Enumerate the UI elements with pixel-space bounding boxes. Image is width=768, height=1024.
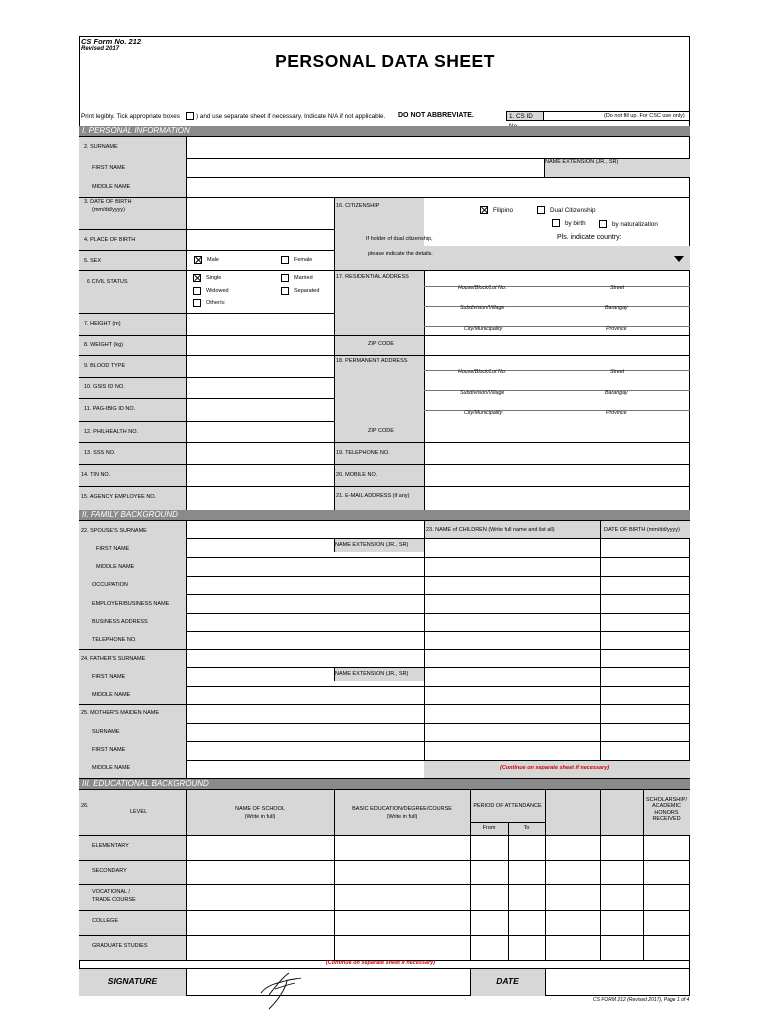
date-field[interactable]: [545, 968, 690, 996]
label-widowed: Widowed: [206, 288, 229, 294]
checkbox-dual-citizenship[interactable]: [537, 206, 545, 214]
caption-subdivision-res: Subdivision/Village: [460, 305, 505, 311]
checkbox-by-birth[interactable]: [552, 219, 560, 227]
label-father-name-ext: NAME EXTENSION (JR., SR): [335, 671, 409, 677]
dual-country-dropdown[interactable]: [424, 246, 690, 270]
label-residential-address: 17. RESIDENTIAL ADDRESS: [336, 274, 409, 280]
family-continue-note: (Continue on separate sheet if necessary): [500, 765, 610, 771]
label-vocational: VOCATIONAL /: [92, 889, 130, 895]
label-by-birth: by birth: [565, 220, 586, 227]
label-single: Single: [206, 275, 222, 281]
label-permanent-address: 18. PERMANENT ADDRESS: [336, 358, 408, 364]
label-dob-format: (mm/dd/yyyy): [92, 207, 125, 213]
chevron-down-icon[interactable]: [674, 256, 684, 262]
footer-page-note: CS FORM 212 (Revised 2017), Page 1 of 4: [593, 997, 690, 1003]
caption-province-perm: Province: [606, 410, 627, 416]
label-other-status: Other/s:: [206, 300, 226, 306]
cs-id-label: 1. CS ID: [506, 111, 544, 121]
label-tin: 14. TIN NO.: [81, 472, 111, 478]
label-spouse-name-ext: NAME EXTENSION (JR., SR): [335, 542, 409, 548]
checkbox-separated[interactable]: [281, 287, 289, 295]
label-father-middle-name: MIDDLE NAME: [92, 692, 131, 698]
instruction-text-2: ) and use separate sheet if necessary. Indicate N/A if not applicable.: [196, 113, 386, 120]
label-graduate-studies: GRADUATE STUDIES: [92, 943, 148, 949]
csc-use-note: (Do not fill up. For CSC use only): [604, 113, 685, 119]
label-mother-surname: SURNAME: [92, 729, 120, 735]
checkbox-female[interactable]: [281, 256, 289, 264]
label-sex: 5. SEX: [84, 258, 102, 264]
label-zip-residential: ZIP CODE: [368, 341, 394, 347]
label-married: Married: [294, 275, 313, 281]
label-philhealth: 12. PHILHEALTH NO.: [84, 429, 138, 435]
label-name-extension: NAME EXTENSION (JR., SR): [545, 159, 619, 165]
label-spouse-surname: 22. SPOUSE'S SURNAME: [81, 528, 147, 534]
label-middle-name: MIDDLE NAME: [92, 184, 131, 190]
label-signature: SIGNATURE: [107, 976, 158, 986]
instruction-text: Print legibly. Tick appropriate boxes: [81, 113, 180, 120]
caption-city-res: City/Municipality: [464, 326, 503, 332]
label-gsis: 10. GSIS ID NO.: [84, 384, 125, 390]
label-college: COLLEGE: [92, 918, 118, 924]
label-employer: EMPLOYER/BUSINESS NAME: [92, 601, 170, 607]
label-date-of-birth: 3. DATE OF BIRTH: [84, 199, 132, 205]
section-family-background: II. FAMILY BACKGROUND: [79, 510, 690, 520]
label-secondary: SECONDARY: [92, 868, 127, 874]
form-number: CS Form No. 212: [81, 37, 142, 46]
label-occupation: OCCUPATION: [92, 582, 128, 588]
label-weight: 8. WEIGHT (kg): [84, 342, 124, 348]
label-civil-status: 6 CIVIL STATUS: [87, 279, 128, 285]
label-elementary: ELEMENTARY: [92, 843, 129, 849]
label-date: DATE: [496, 976, 519, 986]
label-agency-employee-no: 15. AGENCY EMPLOYEE NO.: [81, 494, 157, 500]
label-sss: 13. SSS NO.: [84, 450, 116, 456]
label-father-first-name: FIRST NAME: [92, 674, 126, 680]
caption-street-perm: Street: [610, 369, 625, 375]
dual-note-line2: please indicate the details.: [368, 251, 433, 257]
section-educational-background: III. EDUCATIONAL BACKGROUND: [79, 779, 690, 789]
label-first-name: FIRST NAME: [92, 165, 126, 171]
caption-province-res: Province: [606, 326, 627, 332]
label-spouse-telephone: TELEPHONE NO.: [92, 637, 137, 643]
checkbox-single[interactable]: [193, 274, 201, 282]
label-period-attendance: PERIOD OF ATTENDANCE: [473, 803, 542, 809]
education-continue-note: (Continue on separate sheet if necessary): [326, 960, 436, 966]
signature-field[interactable]: [186, 968, 470, 996]
label-separated: Separated: [294, 288, 320, 294]
caption-barangay-res: Barangay: [605, 305, 628, 311]
label-school-name: NAME OF SCHOOL: [235, 806, 285, 812]
dual-note-line1: If holder of dual citizenship,: [366, 236, 433, 242]
checkbox-filipino[interactable]: [480, 206, 488, 214]
instruction-sample-checkbox: [186, 112, 194, 120]
label-business-address: BUSINESS ADDRESS: [92, 619, 148, 625]
label-female: Female: [294, 257, 313, 263]
label-pagibig: 11. PAG-IBIG ID NO.: [84, 406, 136, 412]
label-email: 21. E-MAIL ADDRESS (if any): [336, 493, 410, 499]
label-children-dob: DATE OF BIRTH (mm/dd/yyyy): [604, 527, 680, 533]
form-revision: Revised 2017: [81, 46, 120, 52]
label-course-sub: (Write in full): [386, 814, 418, 820]
label-trade-course: TRADE COURSE: [92, 897, 136, 903]
label-zip-permanent: ZIP CODE: [368, 428, 394, 434]
checkbox-widowed[interactable]: [193, 287, 201, 295]
label-dual-citizenship: Dual Citizenship: [550, 207, 596, 214]
label-spouse-middle-name: MIDDLE NAME: [96, 564, 135, 570]
label-period-from: From: [482, 825, 496, 831]
label-height: 7. HEIGHT (m): [84, 321, 121, 327]
do-not-abbreviate-note: DO NOT ABBREVIATE.: [398, 112, 474, 119]
label-filipino: Filipino: [493, 207, 513, 214]
caption-subdivision-perm: Subdivision/Village: [460, 390, 505, 396]
label-mother-first-name: FIRST NAME: [92, 747, 126, 753]
checkbox-male[interactable]: [194, 256, 202, 264]
label-telephone: 19. TELEPHONE NO.: [336, 450, 390, 456]
label-educ-number: 26.: [81, 803, 89, 809]
page-title: PERSONAL DATA SHEET: [275, 51, 495, 71]
label-male: Male: [207, 257, 219, 263]
label-mother-maiden-name: 25. MOTHER'S MAIDEN NAME: [81, 710, 160, 716]
label-surname: 2. SURNAME: [84, 144, 118, 150]
label-scholarship: SCHOLARSHIP/ ACADEMIC HONORS RECEIVED: [646, 797, 687, 822]
section-personal-information: I. PERSONAL INFORMATION: [79, 126, 690, 136]
caption-house-res: House/Block/Lot No.: [458, 285, 507, 291]
label-blood-type: 9. BLOOD TYPE: [84, 363, 126, 369]
caption-house-perm: House/Block/Lot No.: [458, 369, 507, 375]
caption-street-res: Street: [610, 285, 625, 291]
label-indicate-country: Pls. indicate country:: [557, 234, 622, 241]
label-course: BASIC EDUCATION/DEGREE/COURSE: [352, 806, 452, 812]
label-mother-middle-name: MIDDLE NAME: [92, 765, 131, 771]
label-mobile: 20. MOBILE NO.: [336, 472, 378, 478]
label-place-of-birth: 4. PLACE OF BIRTH: [84, 237, 136, 243]
label-by-naturalization: by naturalization: [612, 221, 658, 228]
label-educ-level: LEVEL: [130, 809, 148, 815]
checkbox-married[interactable]: [281, 274, 289, 282]
label-citizenship: 16. CITIZENSHIP: [336, 203, 380, 209]
caption-city-perm: City/Municipality: [464, 410, 503, 416]
label-period-to: To: [523, 825, 530, 831]
checkbox-by-naturalization[interactable]: [599, 220, 607, 228]
handwritten-signature-icon: [255, 965, 325, 1013]
checkbox-other-status[interactable]: [193, 299, 201, 307]
label-father-surname: 24. FATHER'S SURNAME: [81, 656, 146, 662]
label-children: 23. NAME of CHILDREN (Write full name and list all): [426, 527, 555, 533]
label-school-name-sub: (Write in full): [244, 814, 276, 820]
caption-barangay-perm: Barangay: [605, 390, 628, 396]
label-spouse-first-name: FIRST NAME: [96, 546, 130, 552]
